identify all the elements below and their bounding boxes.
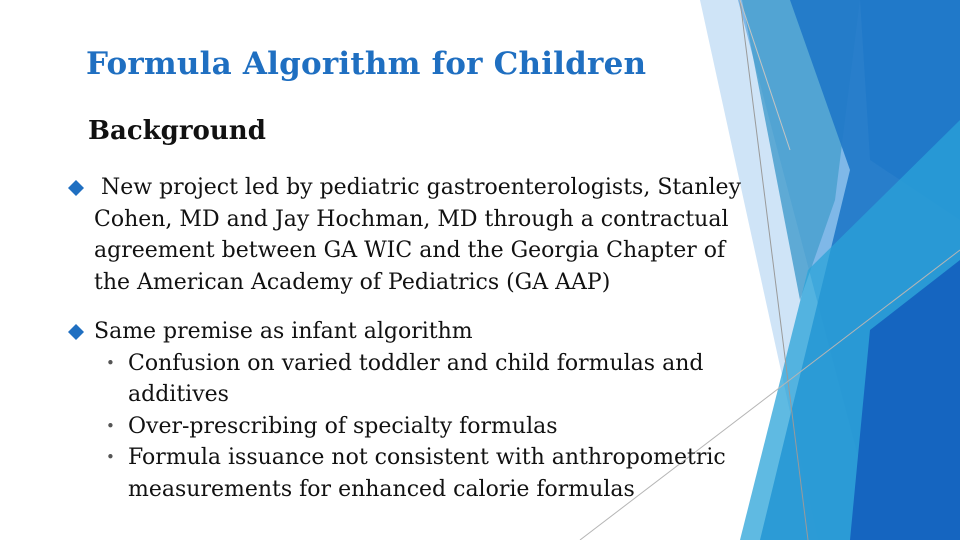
- slide-title: Formula Algorithm for Children: [86, 46, 647, 82]
- bullet-text: New project led by pediatric gastroenterologists, Stanley Cohen, MD and Jay Hochman, MD through a contractual agreement between GA WIC and the Georgia Chapter of the American Academy of Pediatrics (GA AAP): [94, 175, 749, 295]
- sub-bullet-text: Confusion on varied toddler and child formulas and additives: [128, 350, 704, 407]
- bullet-item: [68, 316, 768, 505]
- sub-bullet-text: Over-prescribing of specialty formulas: [128, 413, 558, 439]
- sub-bullet-text: Formula issuance not consistent with anthropometric measurements for enhanced calorie formulas: [128, 445, 726, 502]
- section-heading: Background: [88, 116, 266, 146]
- bullet-text: Same premise as infant algorithm: [94, 319, 473, 344]
- sub-bullet-item: [102, 411, 768, 443]
- dot-icon: •: [106, 448, 115, 466]
- diamond-icon: [68, 324, 84, 340]
- diamond-icon: [68, 180, 84, 196]
- bullet-list: [68, 172, 768, 505]
- sub-bullet-list: [102, 348, 768, 506]
- sub-bullet-item: [102, 442, 768, 505]
- dot-icon: •: [106, 353, 115, 372]
- bullet-item: [68, 172, 768, 298]
- sub-bullet-item: [102, 348, 768, 411]
- dot-icon: •: [106, 416, 115, 435]
